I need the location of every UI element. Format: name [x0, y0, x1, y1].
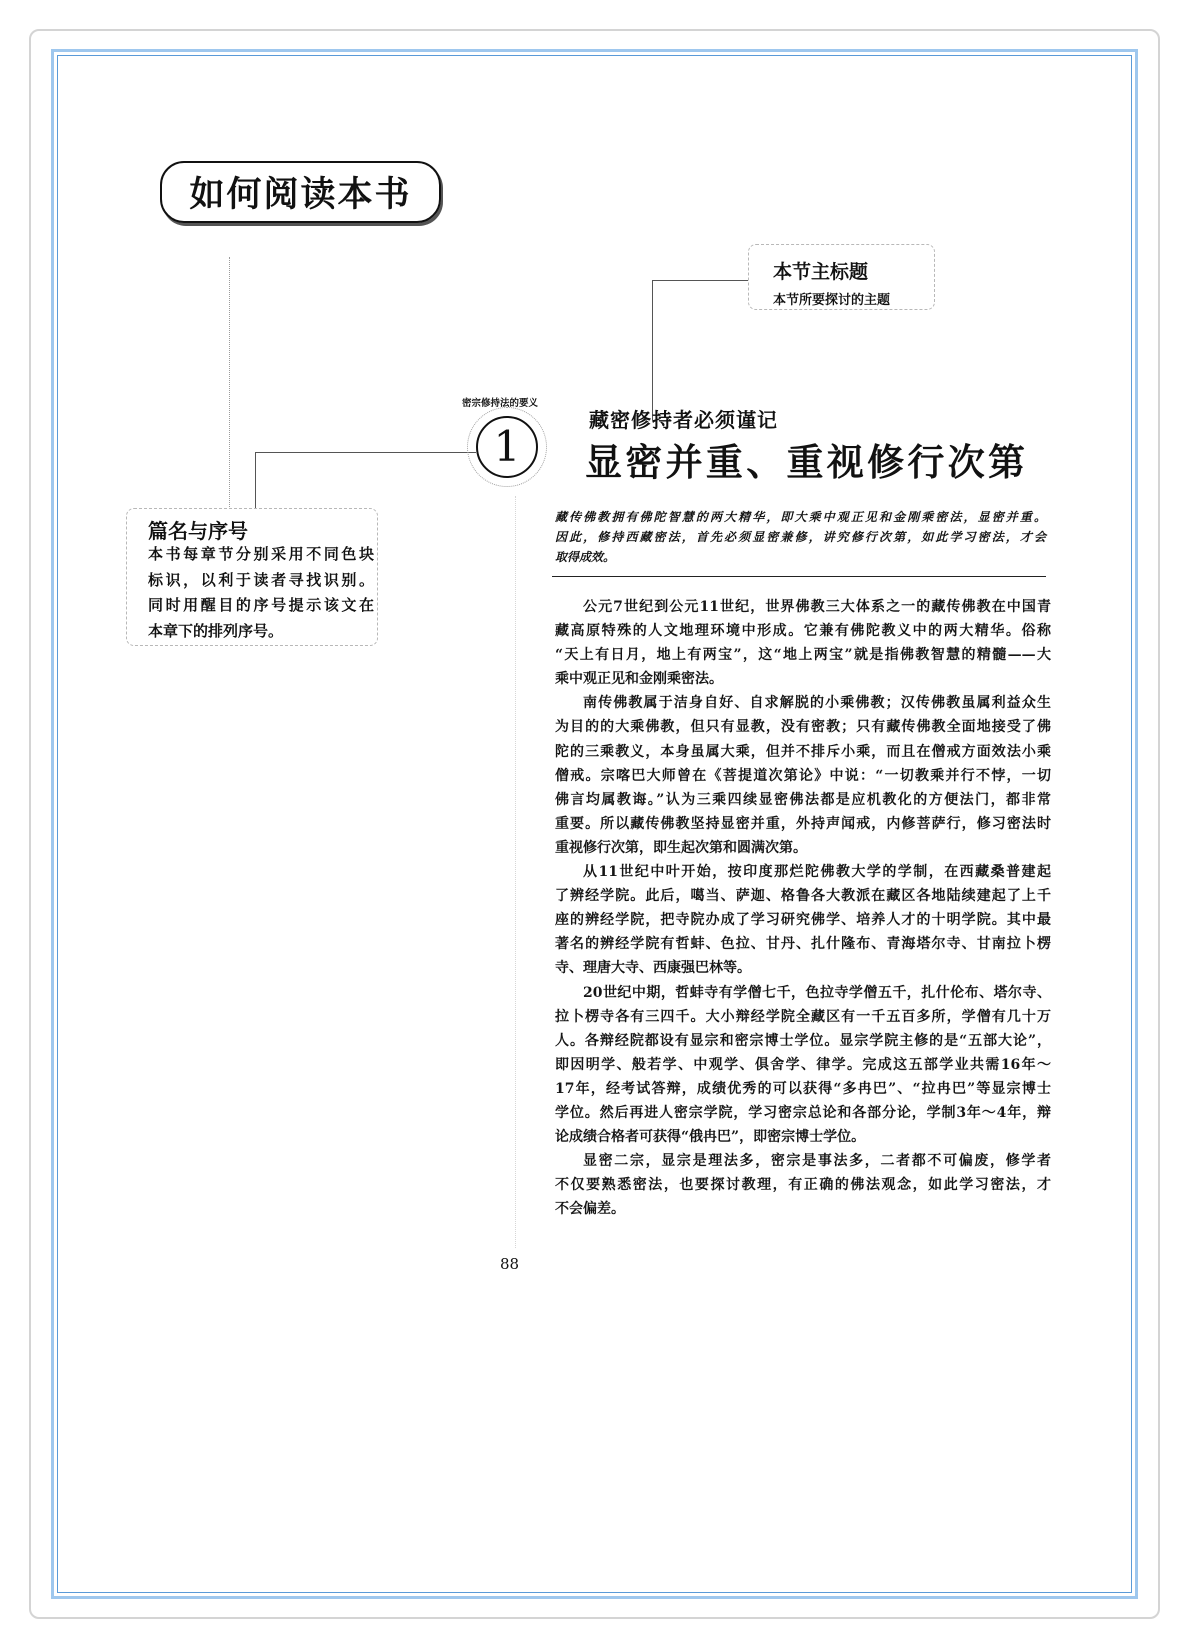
- section-title: 显密并重、重视修行次第: [585, 441, 1025, 484]
- body-line: 重要。所以藏传佛教坚持显密并重，外持声闻戒，内修菩萨行，修习密法时: [555, 815, 1051, 832]
- chapter-connector-h: [255, 452, 476, 453]
- body-line: 僧戒。宗喀巴大师曾在《菩提道次第论》中说：“一切教乘并行不悖，一切: [555, 767, 1051, 784]
- body-paragraph: [555, 691, 1051, 860]
- body-line: 学位。然后再进人密宗学院，学习密宗总论和各部分论，学制3年～4年，辩: [555, 1104, 1051, 1121]
- section-title-callout-heading: 本节主标题: [773, 261, 869, 283]
- chapter-connector-v: [255, 452, 256, 508]
- body-line: 20世纪中期，哲蚌寺有学僧七千，色拉寺学僧五千，扎什伦布、塔尔寺、: [583, 984, 1051, 1001]
- intro-line: 因此，修持西藏密法，首先必须显密兼修，讲究修行次第，如此学习密法，才会: [555, 530, 1046, 544]
- body-line: 即因明学、般若学、中观学、俱舍学、律学。完成这五部学业共需16年～: [555, 1056, 1051, 1073]
- body-line: 座的辨经学院，把寺院办成了学习研究佛学、培养人才的十明学院。其中最: [555, 912, 1051, 929]
- body-line: 不会偏差。: [555, 1201, 625, 1218]
- body-line: 乘中观正见和金刚乘密法。: [555, 671, 723, 688]
- body-line: 论成绩合格者可获得“俄冉巴”，即密宗博士学位。: [555, 1129, 866, 1146]
- intro-line: 取得成效。: [555, 550, 616, 564]
- article-body: [555, 595, 1051, 1221]
- body-line: 著名的辨经学院有哲蚌、色拉、甘丹、扎什隆布、青海塔尔寺、甘南拉卜楞: [555, 936, 1051, 953]
- section-kicker: 藏密修持者必须谨记: [589, 408, 778, 432]
- chapter-callout: [126, 508, 378, 646]
- body-paragraph: [555, 595, 1051, 691]
- center-dotted-guide: [515, 496, 516, 1248]
- body-line: 17年，经考试答辩，成绩优秀的可以获得“多冉巴”、“拉冉巴”等显宗博士: [555, 1080, 1051, 1097]
- body-line: 寺、理唐大寺、西康强巴林等。: [555, 960, 751, 977]
- body-line: 不仅要熟悉密法，也要探讨教理，有正确的佛法观念，如此学习密法，才: [555, 1177, 1051, 1194]
- body-line: 从11世纪中叶开始，按印度那烂陀佛教大学的学制，在西藏桑普建起: [583, 864, 1051, 881]
- intro-divider: [552, 576, 1046, 577]
- guide-title-badge: 如何阅读本书: [160, 161, 441, 223]
- section-title-callout-description: 本节所要探讨的主题: [773, 293, 891, 308]
- section-title-callout: [748, 244, 935, 310]
- body-line: 了辨经学院。此后，噶当、萨迦、格鲁各大教派在藏区各地陆续建起了上千: [555, 888, 1051, 905]
- body-line: 人。各辩经院都设有显宗和密宗博士学位。显宗学院主修的是“五部大论”，: [555, 1032, 1051, 1049]
- chapter-callout-line: 本书每章节分别采用不同色块: [148, 545, 374, 563]
- chapter-callout-heading: 篇名与序号: [148, 519, 248, 543]
- chapter-callout-text: [148, 542, 374, 644]
- body-line: 拉卜楞寺各有三四千。大小辩经学院全藏区有一千五百多所，学僧有几十万: [555, 1008, 1051, 1025]
- section-title-connector-h: [652, 280, 748, 281]
- page-number: 88: [500, 1255, 520, 1273]
- body-line: “天上有日月，地上有两宝”，这“地上两宝”就是指佛教智慧的精髓——大: [555, 647, 1051, 664]
- chapter-callout-line: 标识，以利于读者寻找识别。: [148, 570, 374, 589]
- body-line: 公元7世纪到公元11世纪，世界佛教三大体系之一的藏传佛教在中国青: [583, 599, 1051, 615]
- body-line: 陀的三乘教义，本身虽属大乘，但并不排斥小乘，而且在僧戒方面效法小乘: [555, 743, 1051, 760]
- body-paragraph: [555, 981, 1051, 1150]
- title-dotted-connector: [229, 257, 230, 513]
- section-title-connector-v: [652, 280, 653, 420]
- section-intro: [555, 507, 1046, 567]
- section-number: 1: [476, 416, 538, 478]
- body-line: 南传佛教属于洁身自好、自求解脱的小乘佛教；汉传佛教虽属利益众生: [583, 695, 1051, 712]
- body-paragraph: [555, 1149, 1051, 1221]
- body-line: 显密二宗，显宗是理法多，密宗是事法多，二者都不可偏废，修学者: [583, 1153, 1051, 1170]
- body-paragraph: [555, 860, 1051, 980]
- body-line: 重视修行次第，即生起次第和圆满次第。: [555, 839, 807, 856]
- body-line: 藏高原特殊的人文地理环境中形成。它兼有佛陀教义中的两大精华。俗称: [555, 623, 1051, 640]
- section-category-label: 密宗修持法的要义: [462, 398, 539, 409]
- body-line: 为目的的大乘佛教，但只有显教，没有密教；只有藏传佛教全面地接受了佛: [555, 719, 1051, 736]
- intro-line: 藏传佛教拥有佛陀智慧的两大精华，即大乘中观正见和金刚乘密法，显密并重。: [555, 510, 1046, 524]
- chapter-callout-line: 同时用醒目的序号提示该文在: [148, 596, 374, 614]
- body-line: 佛言均属教诲。”认为三乘四续显密佛法都是应机教化的方便法门，都非常: [555, 791, 1051, 808]
- chapter-callout-line: 本章下的排列序号。: [148, 621, 284, 640]
